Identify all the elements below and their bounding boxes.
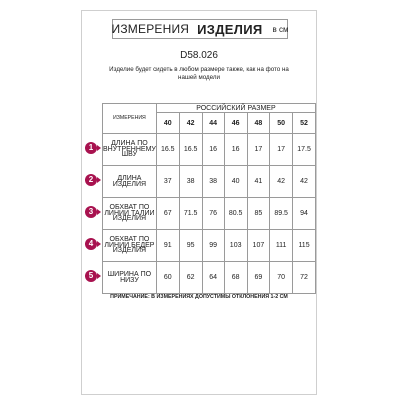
- arrow-right-icon: [97, 241, 101, 247]
- measurement-value: 70: [270, 262, 293, 294]
- measurement-value: 37: [156, 166, 179, 198]
- row-number-badge: 4: [85, 238, 97, 250]
- corner-label: ИЗМЕРЕНИЯ: [103, 104, 157, 134]
- measurement-label: [103, 166, 157, 198]
- measurement-label-line: ЛИНИИ БЕДЕР: [104, 241, 155, 249]
- arrow-right-icon: [97, 145, 101, 151]
- size-header-44: 44: [202, 113, 224, 134]
- size-chart-sheet: [81, 10, 317, 395]
- title-item: ИЗДЕЛИЯ: [197, 21, 263, 37]
- measurement-label-line: ИЗДЕЛИЯ: [112, 247, 147, 255]
- footnote: ПРИМЕЧАНИЕ: В ИЗМЕРЕНИЯХ ДОПУСТИМЫ ОТКЛОНЕНИЯ 1-2 СМ: [110, 294, 288, 300]
- measurement-value: 42: [270, 166, 293, 198]
- measurement-label: [103, 262, 157, 294]
- measurement-value: 99: [202, 230, 224, 262]
- measurement-value: 95: [179, 230, 202, 262]
- measurement-label-line: ДЛИНА ИЗДЕЛИЯ: [112, 175, 147, 188]
- measurement-label-line: НИЗУ: [120, 276, 139, 284]
- size-header-40: 40: [156, 113, 179, 134]
- measurement-value: 17: [247, 134, 270, 166]
- arrow-right-icon: [97, 177, 101, 183]
- measurement-value: 91: [156, 230, 179, 262]
- size-header-46: 46: [224, 113, 247, 134]
- measurement-label: [103, 198, 157, 230]
- measurement-label-line: ДЛИНА ПО: [111, 140, 148, 148]
- table-row: [103, 198, 316, 230]
- product-code: D58.026: [180, 50, 218, 61]
- measurement-label-line: ШВУ: [121, 151, 138, 159]
- measurement-value: 16.5: [156, 134, 179, 166]
- measurement-label: [103, 230, 157, 262]
- measurement-value: 62: [179, 262, 202, 294]
- measurement-label-line: ЛИНИИ ТАЛИИ: [104, 209, 155, 217]
- measurement-value: 85: [247, 198, 270, 230]
- measurement-value: 80.5: [224, 198, 247, 230]
- measurement-value: 16: [224, 134, 247, 166]
- size-header-50: 50: [270, 113, 293, 134]
- table-row: [103, 166, 316, 198]
- measurement-value: 42: [293, 166, 316, 198]
- measurement-label-line: ИЗДЕЛИЯ: [112, 215, 147, 223]
- size-table: [102, 103, 316, 294]
- measurement-value: 40: [224, 166, 247, 198]
- measurement-value: 107: [247, 230, 270, 262]
- measurement-value: 16: [202, 134, 224, 166]
- measurement-value: 111: [270, 230, 293, 262]
- size-group-row: [103, 104, 316, 113]
- title-measurements: ИЗМЕРЕНИЯ: [111, 22, 190, 36]
- measurement-value: 69: [247, 262, 270, 294]
- size-header-42: 42: [179, 113, 202, 134]
- measurement-label-line: ОБХВАТ ПО: [109, 236, 150, 244]
- row-number-badge: 3: [85, 206, 97, 218]
- table-row: [103, 262, 316, 294]
- row-number-badge: 2: [85, 174, 97, 186]
- table-row: [103, 134, 316, 166]
- size-header-48: 48: [247, 113, 270, 134]
- title-unit: в см: [272, 24, 289, 34]
- fit-note-line-1: Изделие будет сидеть в любом размере также, как на фото на: [109, 66, 289, 73]
- measurement-value: 76: [202, 198, 224, 230]
- measurement-value: 115: [293, 230, 316, 262]
- row-number-badge: 5: [85, 270, 97, 282]
- size-group-label: РОССИЙСКИЙ РАЗМЕР: [156, 104, 315, 113]
- measurement-label-line: ШИРИНА ПО: [107, 271, 152, 279]
- measurement-value: 38: [179, 166, 202, 198]
- fit-note: [82, 66, 316, 82]
- measurement-value: 16.5: [179, 134, 202, 166]
- measurement-value: 64: [202, 262, 224, 294]
- measurement-value: 41: [247, 166, 270, 198]
- measurement-value: 60: [156, 262, 179, 294]
- measurement-label: [103, 134, 157, 166]
- table-row: [103, 230, 316, 262]
- measurement-label-line: ВНУТРЕННЕМУ: [103, 145, 156, 153]
- measurement-value: 94: [293, 198, 316, 230]
- measurement-value: 103: [224, 230, 247, 262]
- measurement-value: 17.5: [293, 134, 316, 166]
- measurement-value: 71.5: [179, 198, 202, 230]
- measurement-value: 89.5: [270, 198, 293, 230]
- arrow-right-icon: [97, 273, 101, 279]
- size-header-52: 52: [293, 113, 316, 134]
- arrow-right-icon: [97, 209, 101, 215]
- row-number-badge: 1: [85, 142, 97, 154]
- fit-note-line-2: нашей модели: [178, 74, 220, 81]
- measurement-value: 38: [202, 166, 224, 198]
- measurement-value: 68: [224, 262, 247, 294]
- measurement-value: 67: [156, 198, 179, 230]
- measurement-value: 17: [270, 134, 293, 166]
- measurement-value: 72: [293, 262, 316, 294]
- title-box: [112, 19, 288, 39]
- measurement-label-line: ОБХВАТ ПО: [109, 204, 150, 212]
